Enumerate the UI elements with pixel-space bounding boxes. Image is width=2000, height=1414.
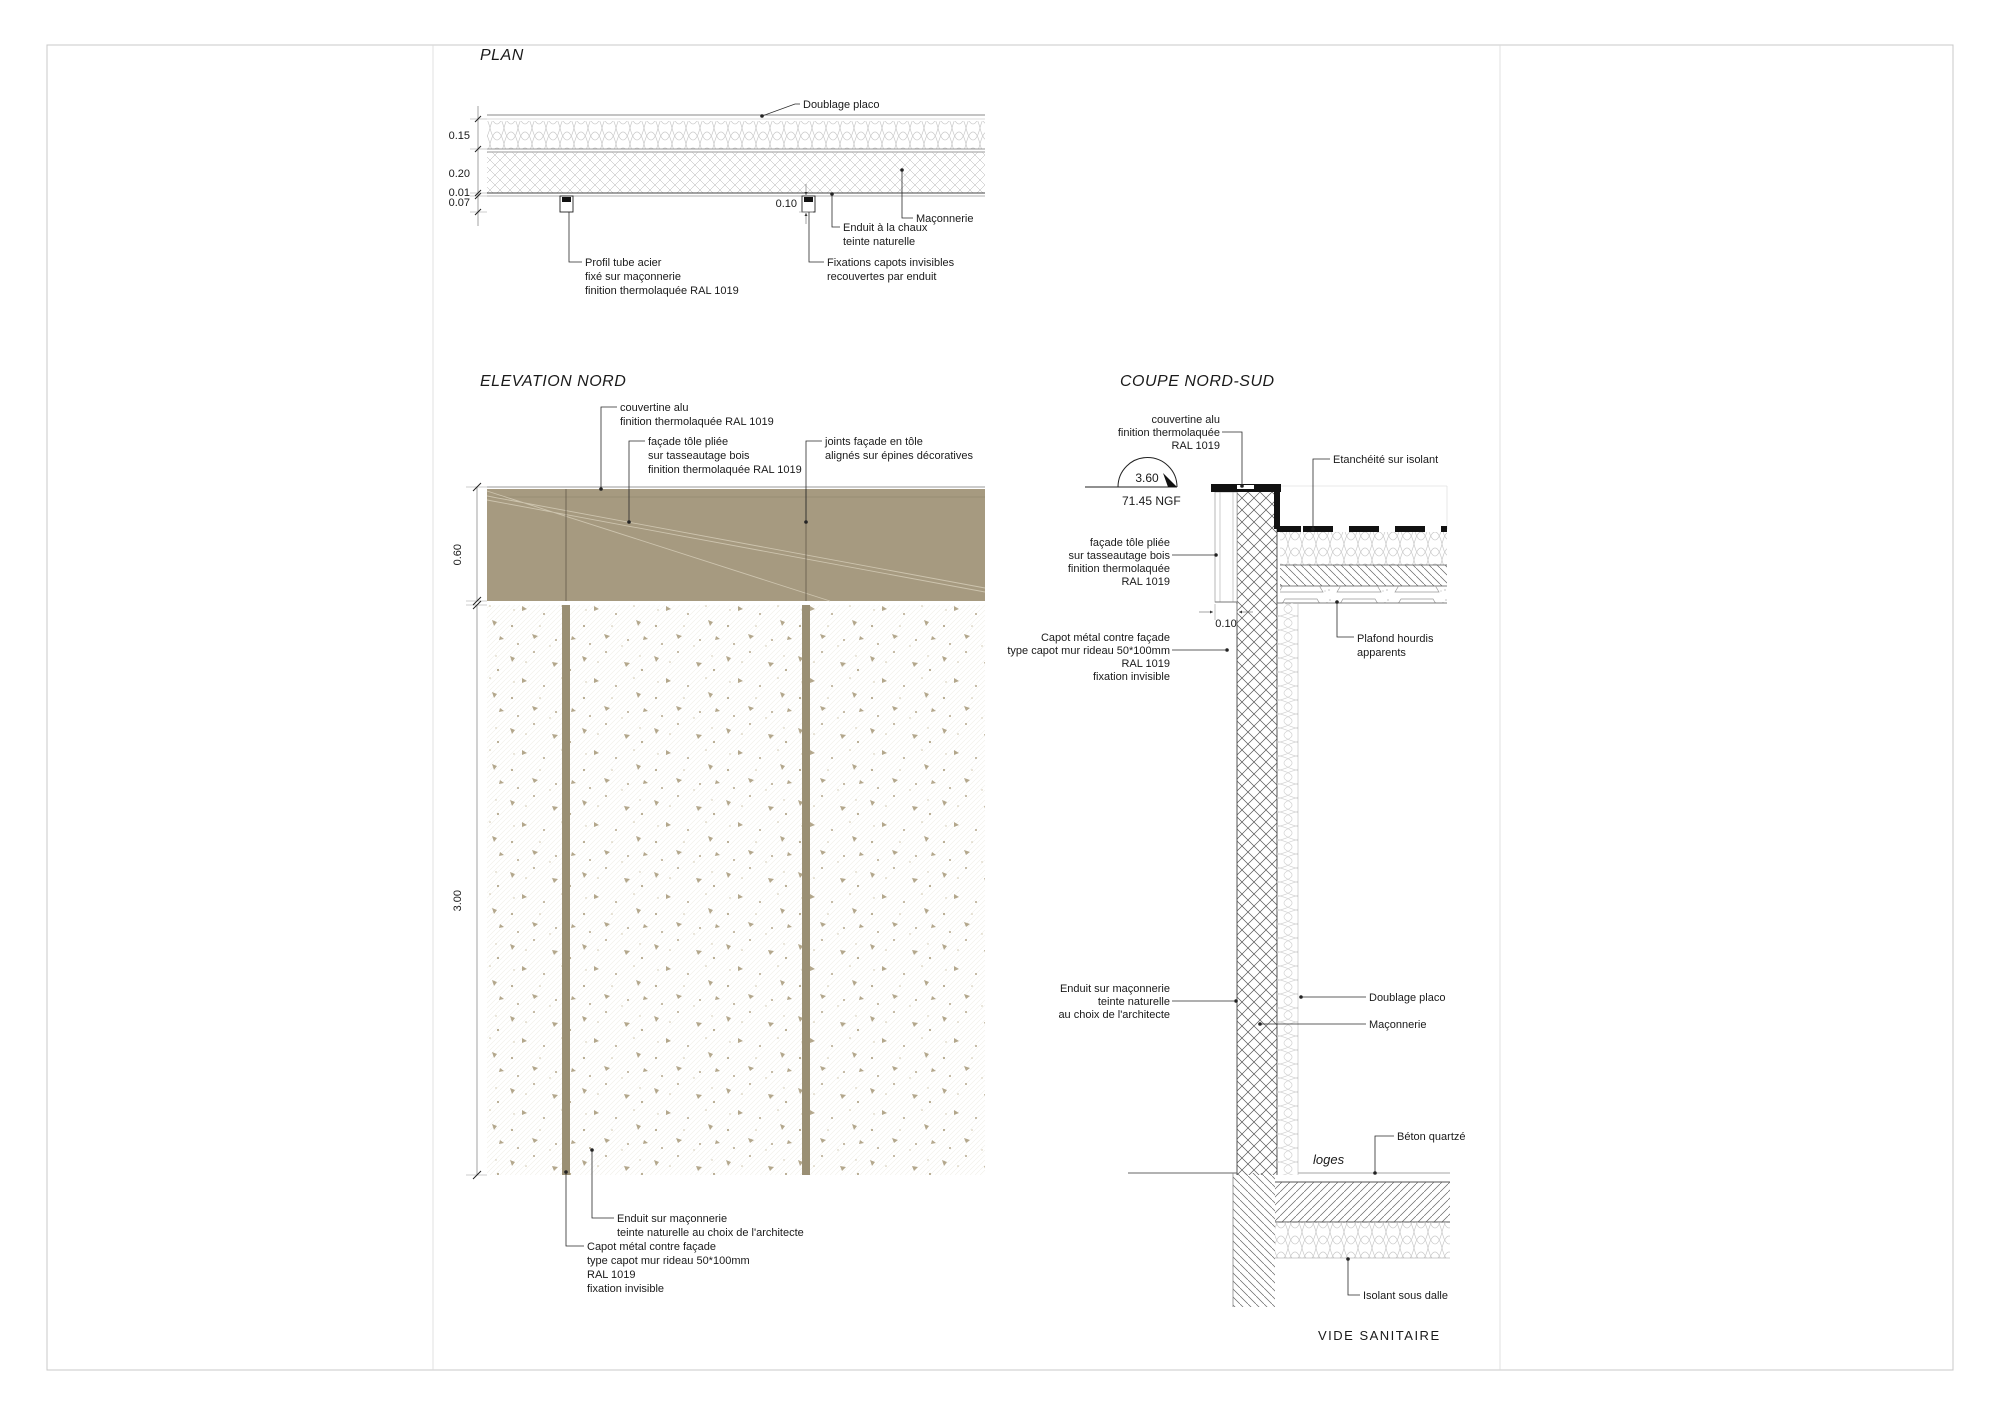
coupe-label-couvertine-2: finition thermolaquée bbox=[1117, 427, 1220, 439]
plan-leader-enduit bbox=[830, 192, 928, 248]
coupe-label-enduit-2: teinte naturelle bbox=[1097, 996, 1170, 1008]
coupe-label-couvertine-1: couvertine alu bbox=[1151, 414, 1220, 426]
coupe-floor-slab bbox=[1275, 1182, 1450, 1222]
plan-label-profil-3: finition thermolaquée RAL 1019 bbox=[585, 285, 739, 297]
plan-label-doublage: Doublage placo bbox=[803, 99, 880, 111]
coupe-level-marker bbox=[1085, 458, 1181, 509]
plan-label-fixations-1: Fixations capots invisibles bbox=[827, 257, 955, 269]
elevation-label-capot-2: type capot mur rideau 50*100mm bbox=[587, 1255, 750, 1267]
plan-dim-001: 0.01 bbox=[448, 187, 470, 199]
coupe-leader-isolant bbox=[1346, 1257, 1448, 1302]
coupe-label-capot-3: RAL 1019 bbox=[1121, 658, 1170, 670]
plan-insulation-layer bbox=[487, 121, 985, 149]
elevation-label-enduit-2: teinte naturelle au choix de l'architecte bbox=[617, 1227, 804, 1239]
coupe-leader-plafond bbox=[1335, 600, 1434, 659]
coupe-label-etancheite: Etanchéité sur isolant bbox=[1333, 454, 1439, 466]
coupe-label-plafond-1: Plafond hourdis bbox=[1357, 633, 1434, 645]
elevation-label-couvertine-2: finition thermolaquée RAL 1019 bbox=[620, 416, 774, 428]
coupe-capot-strip bbox=[1215, 492, 1237, 602]
coupe-doublage-strip bbox=[1277, 603, 1298, 1175]
plan-dim-015: 0.15 bbox=[448, 130, 470, 142]
coupe-underslab-insulation bbox=[1275, 1222, 1450, 1258]
plan-tube-profile-left bbox=[560, 196, 573, 212]
coupe-label-capot-2: type capot mur rideau 50*100mm bbox=[1007, 645, 1170, 657]
plan-label-profil-2: fixé sur maçonnerie bbox=[585, 271, 681, 283]
coupe-label-vide-sanitaire: VIDE SANITAIRE bbox=[1318, 1328, 1441, 1343]
plan-dim-010: 0.10 bbox=[775, 198, 797, 210]
elevation-view bbox=[452, 373, 985, 1295]
coupe-label-facade-2: sur tasseautage bois bbox=[1068, 550, 1170, 562]
elevation-couvertine-band bbox=[487, 489, 985, 601]
elevation-dimensions bbox=[452, 483, 487, 1179]
coupe-label-capot-1: Capot métal contre façade bbox=[1040, 632, 1170, 644]
coupe-hourdis-slab bbox=[1280, 586, 1447, 603]
elevation-dim-060: 0.60 bbox=[452, 544, 464, 566]
plan-label-enduit-1: Enduit à la chaux bbox=[843, 222, 928, 234]
coupe-faint-lines bbox=[1280, 486, 1447, 529]
elevation-dim-300: 3.00 bbox=[452, 890, 464, 912]
elevation-label-capot-4: fixation invisible bbox=[587, 1283, 665, 1295]
plan-leader-profil bbox=[569, 212, 739, 297]
coupe-label-doublage: Doublage placo bbox=[1369, 992, 1446, 1004]
coupe-label-plafond-2: apparents bbox=[1357, 647, 1406, 659]
coupe-leader-capot bbox=[1007, 632, 1228, 683]
elevation-label-joints-2: alignés sur épines décoratives bbox=[825, 450, 973, 462]
elevation-title: ELEVATION NORD bbox=[480, 373, 627, 390]
sheet-frame bbox=[47, 45, 1953, 1370]
elevation-label-facade-3: finition thermolaquée RAL 1019 bbox=[648, 464, 802, 476]
coupe-label-beton: Béton quartzé bbox=[1397, 1131, 1466, 1143]
coupe-label-facade-4: RAL 1019 bbox=[1121, 576, 1170, 588]
plan-layer-lines bbox=[487, 149, 985, 152]
coupe-dim-010: 0.10 bbox=[1215, 618, 1237, 630]
plan-label-maconnerie: Maçonnerie bbox=[916, 213, 974, 225]
plan-label-enduit-2: teinte naturelle bbox=[843, 236, 916, 248]
plan-label-profil-1: Profil tube acier bbox=[585, 257, 662, 269]
coupe-foundation-wall bbox=[1233, 1173, 1275, 1307]
elevation-label-facade-2: sur tasseautage bois bbox=[648, 450, 750, 462]
plan-tube-profile-right bbox=[802, 196, 815, 212]
coupe-level-datum: 71.45 NGF bbox=[1122, 494, 1181, 508]
coupe-label-maconnerie: Maçonnerie bbox=[1369, 1019, 1427, 1031]
coupe-compression-slab bbox=[1280, 565, 1447, 586]
coupe-leader-beton bbox=[1373, 1131, 1465, 1175]
plan-dimension-chain bbox=[449, 106, 487, 226]
elevation-enduit-stipple bbox=[487, 605, 985, 1175]
plan-view bbox=[449, 47, 985, 297]
coupe-label-facade-1: façade tôle pliée bbox=[1089, 537, 1170, 549]
plan-dim-020: 0.20 bbox=[448, 168, 470, 180]
sheet-border bbox=[47, 45, 1953, 1370]
coupe-masonry-wall bbox=[1237, 489, 1277, 1175]
elevation-epine-left bbox=[562, 605, 570, 1175]
coupe-label-facade-3: finition thermolaquée bbox=[1067, 563, 1170, 575]
coupe-level-value: 3.60 bbox=[1135, 471, 1159, 485]
coupe-leader-doublage bbox=[1299, 992, 1445, 1004]
coupe-roof-insulation bbox=[1280, 532, 1447, 565]
elevation-label-enduit-1: Enduit sur maçonnerie bbox=[617, 1213, 728, 1225]
coupe-label-isolant: Isolant sous dalle bbox=[1363, 1290, 1448, 1302]
coupe-label-couvertine-3: RAL 1019 bbox=[1171, 440, 1220, 452]
elevation-label-couvertine-1: couvertine alu bbox=[620, 402, 689, 414]
coupe-leader-facade bbox=[1068, 537, 1218, 588]
coupe-view bbox=[1007, 373, 1465, 1343]
coupe-leader-enduit bbox=[1058, 983, 1237, 1021]
plan-title: PLAN bbox=[480, 47, 524, 64]
plan-masonry-layer bbox=[487, 152, 985, 193]
elevation-label-joints-1: joints façade en tôle bbox=[825, 436, 923, 448]
coupe-label-enduit-3: au choix de l'architecte bbox=[1058, 1009, 1170, 1021]
plan-dim-007: 0.07 bbox=[448, 197, 470, 209]
elevation-label-facade-1: façade tôle pliée bbox=[648, 436, 729, 448]
elevation-label-capot-3: RAL 1019 bbox=[587, 1269, 636, 1281]
coupe-title: COUPE NORD-SUD bbox=[1120, 373, 1275, 390]
coupe-leader-etancheite bbox=[1311, 454, 1438, 531]
coupe-label-loges: loges bbox=[1313, 1152, 1345, 1167]
elevation-label-capot-1: Capot métal contre façade bbox=[587, 1241, 717, 1253]
elevation-epine-right bbox=[802, 605, 810, 1175]
plan-label-fixations-2: recouvertes par enduit bbox=[827, 271, 937, 283]
coupe-label-capot-4: fixation invisible bbox=[1092, 671, 1170, 683]
coupe-label-enduit-1: Enduit sur maçonnerie bbox=[1059, 983, 1170, 995]
